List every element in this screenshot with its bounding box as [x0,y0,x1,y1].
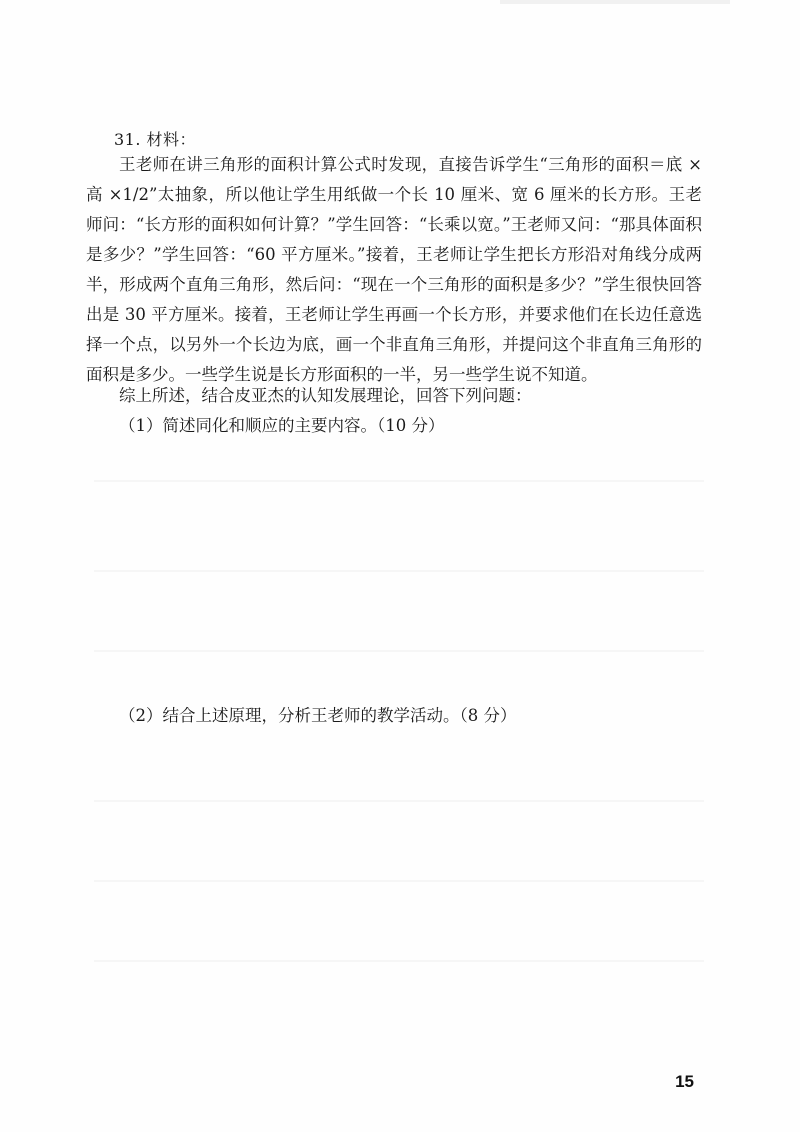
bleed-through-line [94,570,704,572]
bleed-through-line [94,480,704,482]
bleed-through-line [94,650,704,652]
scan-edge [500,0,730,4]
sub-question-1: （1）简述同化和顺应的主要内容。（10 分） [119,416,445,435]
bleed-through-line [94,880,704,882]
summary-prompt: 综上所述，结合皮亚杰的认知发展理论，回答下列问题： [119,386,532,405]
bleed-through-line [94,800,704,802]
page-number: 15 [675,1072,694,1091]
bleed-through-line [94,960,704,962]
material-paragraph: 王老师在讲三角形的面积计算公式时发现，直接告诉学生“三角形的面积＝底 × 高 ×1/2”太抽象，所以他让学生用纸做一个长 10 厘米、宽 6 厘米的长方形。王老师问：“长方形的面积如何计算？”学生回答：“长乘以宽。”王老师又问：“那具体面积是多少？”学生回答：“60 平方厘米。”接着，王老师让学生把长方形沿对角线分成两半，形成两个直角三角形，然后问：“现在一个三角形的面积是多少？”学生很快回答出是 30 平方厘米。接着，王老师让学生再画一个长方形，并要求他们在长边任意选择一个点，以另外一个长边为底，画一个非直角三角形，并提问这个非直角三角形的面积是多少。一些学生说是长方形面积的一半，另一些学生说不知道。 [86,155,702,384]
sub-question-2: （2）结合上述原理，分析王老师的教学活动。（8 分） [119,706,517,725]
question-heading: 31. 材料： [114,130,197,149]
